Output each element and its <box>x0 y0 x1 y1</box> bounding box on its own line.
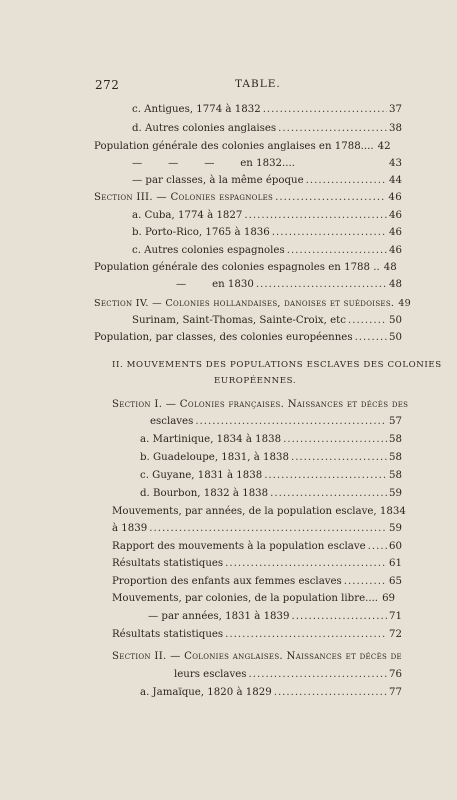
toc-entry: leurs esclaves ..... 76 <box>174 668 402 682</box>
toc-entry: d. Bourbon, 1832 à 1838 ..... 59 <box>140 487 402 501</box>
running-title: TABLE. <box>235 78 281 90</box>
toc-entry: — par classes, à la même époque ..... 44 <box>132 174 402 188</box>
toc-entry: a. Jamaïque, 1820 à 1829 ..... 77 <box>140 686 402 700</box>
toc-entry: Population générale des colonies espagnoles en 1788 .. 48 <box>94 262 397 273</box>
toc-entry: — par années, 1831 à 1839 ..... 71 <box>148 610 402 624</box>
section-heading-cont: EUROPÉENNES. <box>214 376 297 386</box>
section-heading: II. MOUVEMENTS DES POPULATIONS ESCLAVES DES COLONIES <box>112 360 442 370</box>
page-number: 272 <box>95 78 120 92</box>
toc-section: Section II. — Colonies anglaises. Naissances et décès de <box>112 651 402 662</box>
toc-entry: Population, par classes, des colonies européennes ..... 50 <box>94 331 402 345</box>
toc-entry: a. Martinique, 1834 à 1838 ..... 58 <box>140 433 402 447</box>
toc-entry: — — — en 1832.... 43 <box>132 158 402 169</box>
toc-entry: — en 1830 ..... 48 <box>176 278 402 292</box>
toc-entry: Proportion des enfants aux femmes esclaves ..... 65 <box>112 575 402 589</box>
toc-entry: b. Porto-Rico, 1765 à 1836 ..... 46 <box>132 226 402 240</box>
toc-entry: Mouvements, par colonies, de la population libre.... 69 <box>112 593 396 604</box>
toc-entry: a. Cuba, 1774 à 1827 ..... 46 <box>132 209 402 223</box>
toc-entry: Rapport des mouvements à la population esclave ..... 60 <box>112 540 402 554</box>
toc-entry: b. Guadeloupe, 1831, à 1838 ..... 58 <box>140 451 402 465</box>
toc-entry: c. Antigues, 1774 à 1832 ..... 37 <box>132 103 402 117</box>
toc-section: Section IV. — Colonies hollandaises, danoises et suédoises. 49 <box>94 298 412 309</box>
toc-entry: d. Autres colonies anglaises ..... 38 <box>132 122 402 136</box>
toc-section: Section I. — Colonies françaises. Naissances et décès des <box>112 399 409 410</box>
toc-entry: Résultats statistiques ..... 61 <box>112 557 402 571</box>
toc-entry: à 1839 ..... 59 <box>112 522 402 536</box>
toc-entry: Mouvements, par années, de la population esclave, 1834 <box>112 506 406 517</box>
toc-entry: c. Guyane, 1831 à 1838 ..... 58 <box>140 469 402 483</box>
toc-entry: Résultats statistiques ..... 72 <box>112 628 402 642</box>
toc-entry: Surinam, Saint-Thomas, Sainte-Croix, etc ..... 50 <box>132 314 402 328</box>
toc-entry: esclaves ..... 57 <box>150 415 402 429</box>
toc-section: Section III. — Colonies espagnoles ..... 46 <box>94 191 402 205</box>
toc-entry: Population générale des colonies anglaises en 1788.... 42 <box>94 141 391 152</box>
toc-entry: c. Autres colonies espagnoles ..... 46 <box>132 244 402 258</box>
